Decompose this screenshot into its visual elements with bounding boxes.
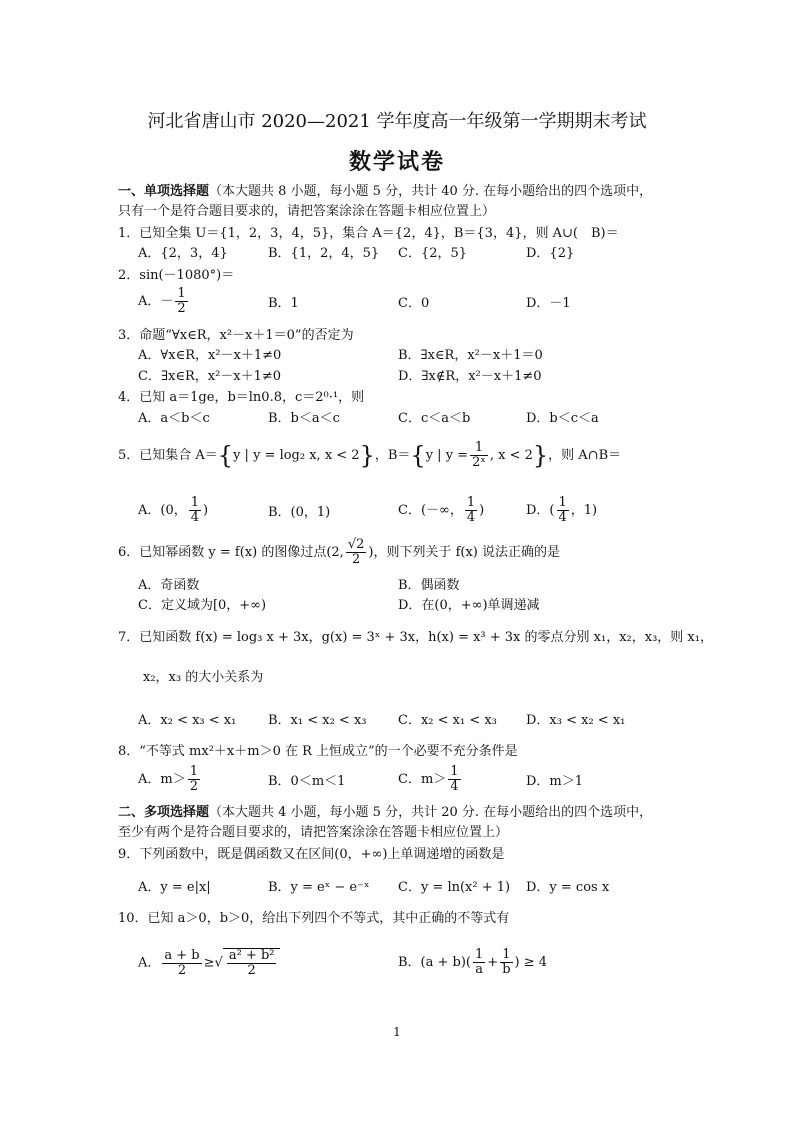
q10-a-rfraction — [227, 949, 277, 978]
q9-option-a: A．y = e|x| — [138, 880, 211, 895]
section1-line1 — [118, 184, 652, 200]
q6-num: √2 — [347, 537, 365, 552]
q5-brace-a-close: } — [359, 441, 375, 470]
q5-option-d — [526, 496, 597, 525]
q10-stem: 10．已知 a＞0，b＞0，给出下列四个不等式，其中正确的不等式有 — [118, 911, 510, 926]
q3-option-c: C．∃x∈R，x²－x＋1≠0 — [138, 369, 282, 384]
q4-option-a: A．a＜b＜c — [138, 411, 210, 426]
q6-pre: 6．已知幂函数 y = f(x) 的图像过点(2, — [118, 545, 344, 560]
q8-c-num: 1 — [450, 764, 459, 779]
q4-option-b: B．b＜a＜c — [268, 411, 340, 426]
q10-b-fraction2 — [500, 948, 512, 977]
q7-option-a: A．x₂ < x₃ < x₁ — [138, 713, 237, 728]
section2-desc1: （本大题共 4 小题，每小题 5 分，共计 20 分. 在每小题给出的四个选项中， — [209, 805, 653, 820]
q5-brace-b-open: { — [410, 441, 426, 470]
q10-a-fraction — [162, 949, 201, 978]
q10-b-d2: b — [502, 962, 511, 977]
q5-option-b: B．(0，1) — [268, 505, 331, 520]
q8-a-pre: A．m＞ — [138, 772, 186, 787]
q9-option-b: B．y = eˣ − e⁻ˣ — [268, 880, 370, 895]
q9-option-d: D．y = cos x — [526, 880, 610, 895]
q5-c-den: 4 — [466, 510, 476, 525]
q6-den: 2 — [351, 552, 361, 567]
q10-a-num: a + b — [164, 947, 200, 963]
section2-desc2: 至少有两个是符合题目要求的，请把答案涂涂在答题卡相应位置上） — [118, 825, 509, 840]
q5-set-b-fraction — [470, 441, 488, 470]
section2-heading: 二、多项选择题 — [118, 805, 210, 820]
q6-stem — [118, 538, 560, 567]
q10-b-n1: 1 — [475, 947, 484, 962]
q7-stem-line1: 7．已知函数 f(x) = log₃ x + 3x，g(x) = 3ˣ + 3x，h(x) = x³ + 3x 的零点分别 x₁，x₂，x₃，则 x₁， — [118, 630, 713, 645]
q6-option-b: B．偶函数 — [398, 578, 460, 593]
q2-a-den: 2 — [177, 301, 186, 316]
q7-option-c: C．x₂ < x₁ < x₃ — [398, 713, 497, 728]
q5-a-fraction — [189, 496, 201, 525]
section2-line1 — [118, 805, 652, 821]
q2-option-b: B．1 — [268, 296, 299, 311]
q8-option-b: B．0＜m＜1 — [268, 774, 346, 789]
q5-set-a: y | y = log₂ x, x < 2 — [233, 448, 360, 463]
q5-set-b-pre: y | y = — [425, 448, 469, 463]
q5-c-post: ) — [479, 503, 485, 518]
q1-option-c: C．{2，5} — [398, 246, 468, 261]
q2-option-c: C．0 — [398, 296, 430, 311]
q10-a-radical: √ — [214, 955, 223, 971]
q5-d-post: ，1) — [570, 503, 598, 518]
q5-set-b-post: , x < 2 — [489, 448, 533, 463]
q10-a-sqrt — [223, 948, 281, 978]
q10-a-rden: 2 — [247, 963, 256, 978]
q1-stem: 1．已知全集 U＝{1，2，3，4，5}，集合 A＝{2，4}，B＝{3，4}，则 A∪( B)＝ — [118, 226, 619, 241]
q5-a-post: ) — [203, 503, 209, 518]
q5-option-c — [398, 496, 484, 525]
q8-c-fraction — [448, 765, 460, 794]
q10-b-pre: B．(a + b)( — [398, 955, 471, 970]
q5-brace-b-close: } — [532, 441, 549, 470]
q5-brace-a-open: { — [217, 441, 234, 470]
q5-mid: ，B＝ — [374, 448, 411, 463]
q5-stem — [118, 441, 621, 470]
q5-c-num: 1 — [466, 495, 476, 510]
q6-option-a: A．奇函数 — [138, 578, 200, 593]
q9-option-c: C．y = ln(x² + 1) — [398, 880, 511, 895]
q10-b-plus: + — [487, 955, 499, 970]
q5-option-a — [138, 496, 208, 525]
q2-option-d: D．－1 — [526, 296, 571, 311]
q8-stem: 8．“不等式 mx²＋x＋m＞0 在 R 上恒成立”的一个必要不充分条件是 — [118, 744, 518, 759]
q10-b-post: ) ≥ 4 — [514, 955, 548, 970]
q3-option-b: B．∃x∈R，x²－x＋1＝0 — [398, 348, 543, 363]
section1-desc2: 只有一个是符合题目要求的，请把答案涂涂在答题卡相应位置上） — [118, 204, 496, 219]
q10-a-rel: ≥ — [203, 955, 215, 971]
q5-c-fraction — [465, 496, 477, 525]
q8-a-num: 1 — [189, 764, 198, 779]
section1-heading: 一、单项选择题 — [118, 184, 210, 199]
q7-stem-line2: x₂，x₃ 的大小关系为 — [143, 670, 264, 685]
q3-stem: 3．命题“∀x∈R，x²－x＋1＝0”的否定为 — [118, 328, 354, 343]
q10-b-fraction1 — [473, 948, 485, 977]
q1-option-a: A．{2，3，4} — [138, 246, 228, 261]
q5-post: ，则 A∩B＝ — [548, 448, 622, 463]
q8-a-fraction — [188, 765, 200, 794]
q6-fraction — [346, 538, 367, 567]
q6-option-d: D．在(0，+∞)单调递减 — [398, 598, 540, 613]
q5-set-b-num: 1 — [470, 441, 488, 456]
q10-a-den: 2 — [177, 962, 187, 978]
q2-stem: 2．sin(－1080°)＝ — [118, 268, 235, 283]
q2-a-num: 1 — [177, 286, 186, 301]
section1-desc1: （本大题共 8 小题，每小题 5 分，共计 40 分. 在每小题给出的四个选项中， — [209, 184, 653, 199]
q5-a-pre: A．(0， — [138, 503, 187, 518]
page-number: 1 — [393, 1025, 401, 1039]
q10-a-pre: A． — [138, 955, 161, 971]
q5-a-num: 1 — [190, 495, 200, 510]
q5-d-den: 4 — [558, 510, 567, 525]
q4-option-d: D．b＜c＜a — [526, 411, 599, 426]
q4-stem: 4．已知 a＝1ge，b＝ln0.8，c＝2⁰·¹，则 — [118, 390, 365, 405]
exam-subtitle: 数学试卷 — [348, 149, 445, 175]
q2-option-a — [138, 287, 190, 316]
q9-stem: 9．下列函数中，既是偶函数又在区间(0，+∞)上单调递增的函数是 — [118, 847, 505, 862]
q2-a-prefix: A．－ — [138, 294, 174, 309]
q10-option-a — [138, 948, 280, 978]
q4-option-c: C．c＜a＜b — [398, 411, 471, 426]
q10-a-rnum: a² + b² — [228, 948, 275, 963]
q8-option-c — [398, 765, 463, 794]
q8-a-den: 2 — [189, 779, 198, 794]
q2-a-fraction — [175, 287, 187, 316]
q3-option-d: D．∃x∉R，x²－x＋1≠0 — [398, 369, 542, 384]
q3-option-a: A．∀x∈R，x²－x＋1≠0 — [138, 348, 282, 363]
q5-d-fraction — [557, 496, 569, 525]
q7-option-b: B．x₁ < x₂ < x₃ — [268, 713, 367, 728]
q5-a-den: 4 — [190, 510, 200, 525]
q1-option-d: D．{2} — [526, 246, 575, 261]
q1-option-b: B．{1，2，4，5} — [268, 246, 380, 261]
q10-b-n2: 1 — [500, 948, 512, 963]
q8-c-den: 4 — [450, 779, 459, 794]
q5-prefix: 5．已知集合 A＝ — [118, 448, 218, 463]
exam-title: 河北省唐山市 2020—2021 学年度高一年级第一学期期末考试 — [147, 111, 647, 132]
q5-set-b-den: 2ˣ — [472, 455, 486, 470]
q5-d-pre: D．( — [526, 503, 555, 518]
q10-option-b — [398, 948, 547, 977]
q5-c-pre: C．(－∞， — [398, 503, 463, 518]
q7-option-d: D．x₃ < x₂ < x₁ — [526, 713, 626, 728]
q8-option-d: D．m＞1 — [526, 774, 584, 789]
q5-d-num: 1 — [558, 495, 567, 510]
q8-c-pre: C．m＞ — [398, 772, 447, 787]
q6-post: )，则下列关于 f(x) 说法正确的是 — [368, 545, 560, 560]
q10-b-d1: a — [475, 962, 484, 977]
q6-option-c: C．定义域为[0，+∞) — [138, 598, 267, 613]
q8-option-a — [138, 765, 202, 794]
